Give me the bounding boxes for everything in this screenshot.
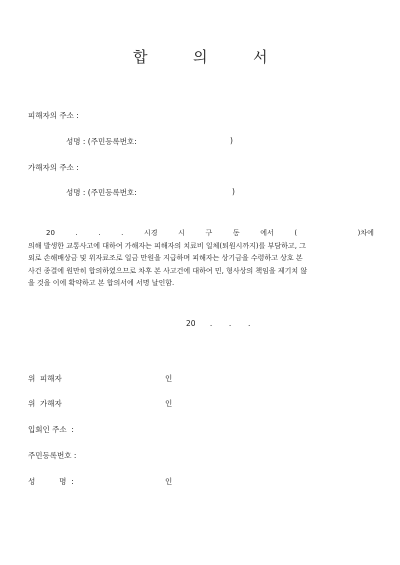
body-line-4: 사건 종결에 원만히 합의하였으므로 차후 본 사고건에 대하여 민, 형사상의 책임을 제기치 않 [28, 266, 308, 275]
body-token: 20 [46, 229, 55, 237]
victim-name-label: 성명 : (주민등록번호: [66, 137, 137, 146]
perpetrator-address-label: 가해자의 주소 : [28, 163, 79, 172]
agreement-body [28, 227, 374, 290]
witness-seal: 인 [165, 477, 173, 486]
victim-address-label: 피해자의 주소 : [28, 111, 79, 120]
body-line-1 [28, 227, 374, 240]
body-token: )차에 [357, 229, 374, 237]
perpetrator-signature-label: 위 가해자 [28, 399, 62, 408]
perpetrator-name-close: ) [232, 187, 235, 196]
body-line-5: 을 것을 이에 확약하고 본 합의서에 서명 날인함. [28, 279, 175, 287]
body-line-2: 의해 발생한 교통사고에 대하여 가해자는 피해자의 치료비 일체(퇴원시까지)를 부담하고, 그 [28, 241, 306, 250]
perpetrator-seal: 인 [165, 399, 173, 408]
title-char-3: 서 [253, 48, 268, 66]
body-token: 시경 [144, 229, 158, 237]
witness-id-label: 주민등록번호 : [28, 451, 77, 460]
body-line-3: 외로 손해배상금 및 위자료조로 일금 만원을 지급하며 피해자는 상기금을 수령하고 상호 본 [28, 254, 303, 262]
body-token: . [121, 229, 124, 237]
agreement-date: 20 . . . [186, 319, 251, 328]
body-token: 에서 [260, 229, 274, 237]
perpetrator-name-label: 성명 : (주민등록번호: [66, 188, 137, 197]
body-token: 동 [232, 229, 240, 237]
victim-seal: 인 [165, 374, 173, 383]
witness-address-label: 입회인 주소 : [28, 425, 74, 434]
title-char-2: 의 [193, 48, 208, 66]
body-token: ( [294, 229, 298, 237]
victim-signature-label: 위 피해자 [28, 374, 62, 383]
body-token: 구 [205, 229, 213, 237]
witness-name-label: 성 명 : [28, 477, 74, 486]
body-token: . [75, 229, 78, 237]
body-token: . [98, 229, 101, 237]
title-char-1: 합 [133, 48, 148, 66]
victim-name-close: ) [230, 136, 233, 145]
body-token: 시 [178, 229, 185, 237]
